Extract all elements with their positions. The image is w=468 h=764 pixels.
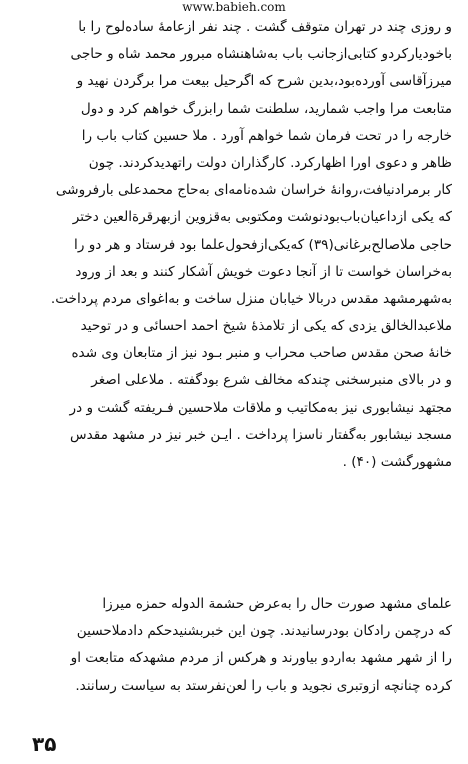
text-line: ظاهر و دعوی اورا اظهارکرد. کارگذاران دولت راتهدیدکردند. چون	[88, 154, 452, 171]
text-line: خانهٔ صحن مقدس صاحب محراب و منبر بـود نیز از متابعان وی شده	[71, 345, 452, 362]
site-url-watermark: www.babieh.com	[182, 0, 286, 14]
paragraph-1	[16, 14, 452, 476]
text-line: که یکی ازداعیان‌باب‌بودنوشت ومکتوبی به‌قزوین ازبهرقرةالعین دختر	[72, 209, 452, 226]
text-line: به‌شهرمشهد مقدس دربالا خیابان منزل ساخت و به‌اغوای مردم پرداخت.	[50, 290, 452, 307]
text-line: مسجد نیشابور به‌گفتار ناسزا پرداخت . ایـن خبر نیز در مشهد مقدس	[70, 426, 452, 443]
text-line: که درچمن رادکان بودرسانیدند. چون این خبربشنیدحکم دادملاحسین	[76, 623, 452, 640]
text-line: مجتهد نیشابوری نیز به‌مکاتیب و ملاقات ملاحسین فـریفته گشت و در	[69, 399, 452, 416]
text-line: را از شهر مشهد به‌اردو بیاورند و هرکس از مردم مشهدکه متابعت او	[70, 650, 452, 667]
text-line: و روزی چند در تهران متوقف گشت . چند نفر ازعامهٔ ساده‌لوح را با	[78, 19, 452, 35]
paragraph-2	[16, 591, 452, 700]
text-line: و در بالای منبرسخنی چندکه مخالف شرع بودگفته . ملاعلی اصغر	[91, 372, 452, 389]
text-line: ملاعبدالخالق یزدی که یکی از تلامذهٔ شیخ احمد احسائی و در توحید	[80, 318, 452, 335]
text-line: متابعت مرا واجب شمارید، سلطنت شما رابزرگ خواهم کرد و دول	[80, 100, 452, 117]
text-line: حاجی ملاصالح‌برغانی(۳۹) که‌یکی‌ازفحول‌علما بود فرستاد و هر دو را	[74, 236, 452, 253]
text-line: خارجه را در تحت فرمان شما خواهم آورد . ملا حسین کتاب باب را	[81, 127, 452, 144]
text-line: مشهورگشت (۴۰) .	[342, 454, 452, 470]
text-line: کرده چنانچه ازوتبری نجوید و باب را لعن‌نفرستد به سیاست رسانند.	[75, 677, 452, 694]
text-line: باخودیارکردو کتابی‌ازجانب باب به‌شاهنشاه مبرور محمد شاه و حاجی	[70, 46, 452, 63]
text-line: علمای مشهد صورت حال را به‌عرض حشمة الدوله حمزه میرزا	[102, 596, 452, 612]
text-line: میرزآقاسی آورده‌بود،بدین شرح که اگرحیل بیعت مرا برگردن نهید و	[76, 73, 452, 90]
page-number: ۳۵	[32, 732, 57, 756]
text-line: به‌خراسان خواست تا از آنجا دعوت خویش آشکار کنند و بعد از ورود	[75, 263, 452, 280]
text-line: کار برمرادنیافت،روانهٔ خراسان شده‌نامه‌ای به‌حاج محمدعلی بارفروشی	[55, 182, 452, 199]
